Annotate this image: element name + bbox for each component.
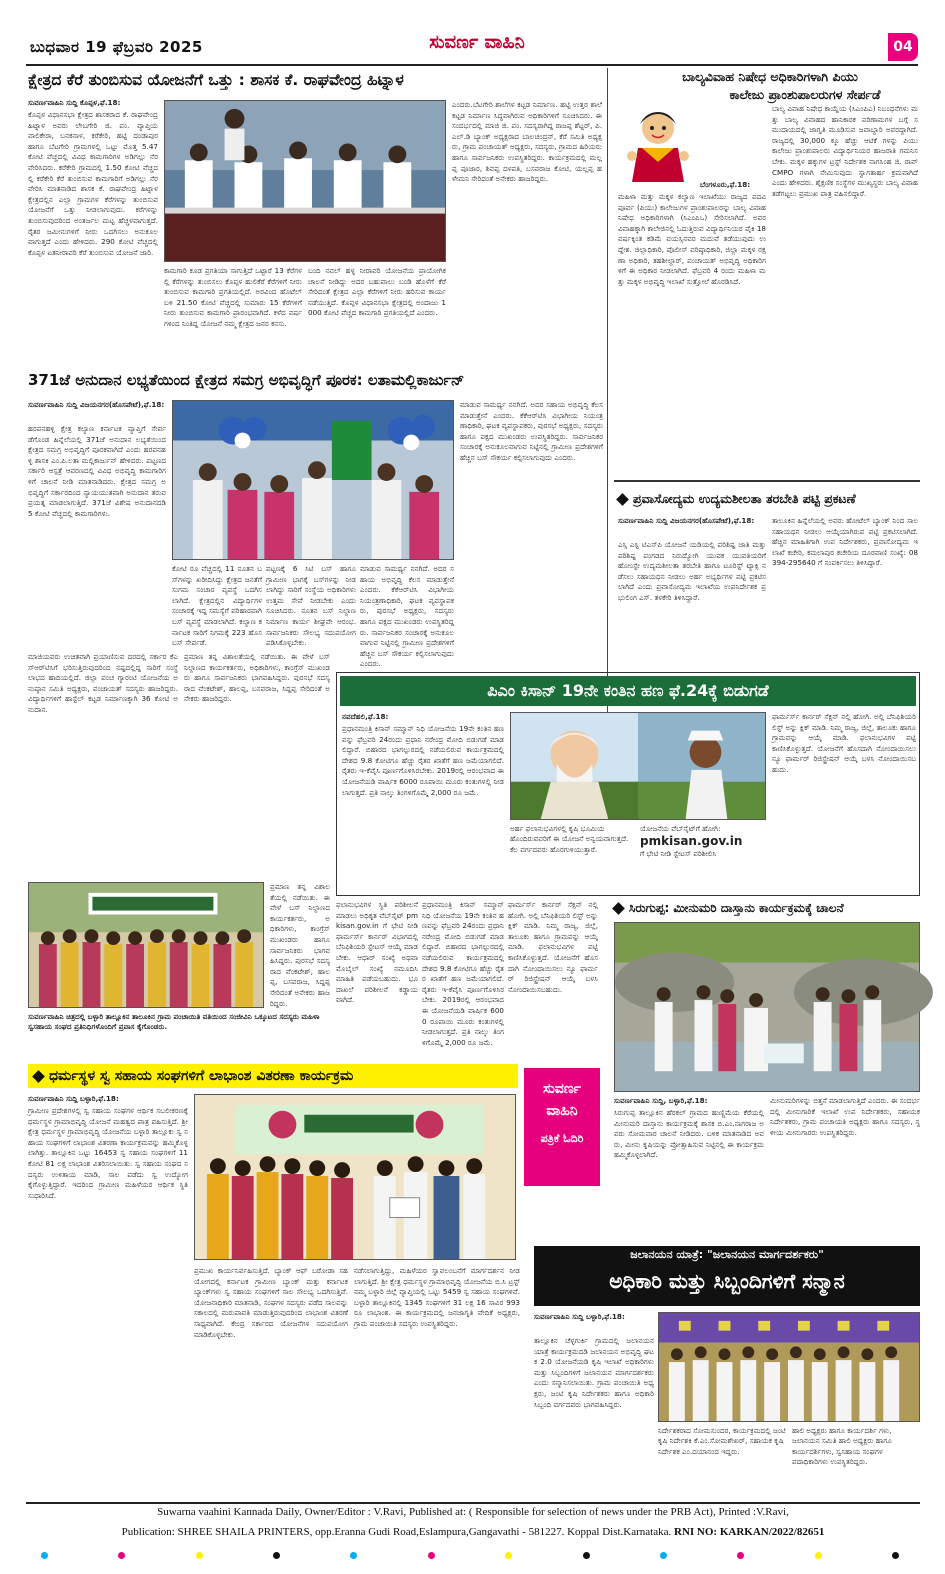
story3-col2: ಬಾಲ್ಯ ವಿವಾಹ ನಿಷೇಧ ಕಾಯ್ದೆಯ (ಸಿಎಂಪಿಎ) ನಿಬಂಧನೆಗಳು ಮತ್ತು ಬಾಲ್ಯ ವಿವಾಹದ ಹಾನಿಕಾರಕ ಪರಿಣಾಮಗಳ ಬಗ್ಗೆ ಸಮುದಾಯದಲ್ಲಿ ಜಾಗೃತಿ ಮೂಡಿಸುವ ಜವಾಬ್ದಾರಿ ಅವರದ್ದಾಗಿದೆ. ರಾಜ್ಯದಲ್ಲಿ 30,000 ಕ್ಕೂ ಹೆಚ್ಚು ಆಟಿಕೆ ಗಳನ್ನು ಪಿಯು ಕಾಲೇಜು ಪ್ರಾಂಶುಪಾಲರು ವಿದ್ಯಾರ್ಥಿನಿಯರ ಹಾಜರಾತಿ ಗಮನಿಸಬೇಕು. ಮಕ್ಕಳ ಹಕ್ಕುಗಳ ಟ್ರಸ್ಟ್ ನಿರ್ದೇಶಕ ನಾಗಸಿಂಹ ಜಿ. ರಾವ್ CMPO ಗಳಾಗಿ ನೇಮಿಸುವುದು ಸ್ವಾಗತಾರ್ಹ ಕ್ರಮವಾಗಿದೆ ಎಂದು ಹೇಳಿದರು. ಶೈಕ್ಷಣಿಕ ಸಂಸ್ಥೆಗಳ ಮುಖ್ಯಸ್ಥರು ಬಾಲ್ಯ ವಿವಾಹ ತಡೆಗಟ್ಟಲು ಪ್ರಮುಖ ಪಾತ್ರ ವಹಿಸಲಿದ್ದಾರೆ.: [772, 104, 918, 198]
footer-rule: [26, 1502, 920, 1504]
cmyk-dots-11: [815, 1552, 822, 1559]
story2-col4: ಮಾಡುವ ಸಾಮರ್ಥ್ಯ ನನಗಿದೆ. ಅದರ ಸಹಾಯ ಅಭಿವೃದ್ಧಿ ಕೆಲಸ ಮಾಡುತ್ತೇನೆ ಎಂದರು. ಕೆಕೆಆರ್‌ಟಿಸಿ ವಿಭಾಗೀಯ ನಿಯಂತ್ರಣಾಧಿಕಾರಿ, ಘಟಕ ವ್ಯವಸ್ಥಾಪಕರು, ಪುರಸಭೆ ಅಧ್ಯಕ್ಷರು, ಸದಸ್ಯರು ಹಾಗೂ ಪಕ್ಷದ ಮುಖಂಡರು ಉಪಸ್ಥಿತರಿದ್ದರು. ಸಾರ್ವಜನಿಕರ ಸಂಚಾರಕ್ಕೆ ಅನುಕೂಲವಾಗುವ ನಿಟ್ಟಿನಲ್ಲಿ ಗ್ರಾಮೀಣ ಪ್ರದೇಶಗಳಿಗೆ ಹೆಚ್ಚಿನ ಬಸ್ ಸೌಕರ್ಯ ಕಲ್ಪಿಸಲಾಗುವುದು ಎಂದರು.: [460, 400, 603, 462]
story5-dateline: ನವದೆಹಲಿ,ಫೆ.18:: [342, 712, 389, 721]
cmyk-dots-10: [737, 1552, 744, 1559]
promo-box: [524, 1068, 600, 1186]
footer-line2: [26, 1526, 920, 1542]
registration-marks: [40, 1552, 900, 1564]
story1-headline: ಕ್ಷೇತ್ರದ ಕೆರೆ ತುಂಬಿಸುವ ಯೋಜನೆಗೆ ಒತ್ತು : ಶಾಸಕ ಕೆ. ರಾಘವೇಂದ್ರ ಹಿಟ್ನಾಳ: [28, 71, 404, 89]
story8-kicker: ಜಲಾನಯನ ಯಾತ್ರೆ: "ಜಲಾನಯನ ಮಾರ್ಗದರ್ಶಕರು": [630, 1248, 824, 1261]
story4-col2: ತಾಲೂಕಿನ ಹಿನ್ನೆಲೆಯಲ್ಲಿ ಅವರು ಹೋಟೆಲ್ ಬ್ಯಾಂಕ್ ನಿಂದ ಸಾಲ ಸಹಾಯಧನ ನೀಡಲು ಆಯ್ಕೆಯಾಗಿರುವ ಪಟ್ಟಿ ಪ್ರಕಟಿಸಲಾಗಿದೆ. ಹೆಚ್ಚಿನ ಮಾಹಿತಿಗಾಗಿ ಉಪ ನಿರ್ದೇಶಕರು, ಪ್ರವಾಸೋದ್ಯಮ ಇಲಾಖೆ ಕಚೇರಿ, ಕಮಲಾಪುರ ಕಚೇರಿಯ ದೂರವಾಣಿ ಸಂಖ್ಯೆ: 08394-295640 ಗೆ ಸಂಪರ್ಕಿಸಲು ತಿಳಿಸಿದ್ದಾರೆ.: [772, 516, 918, 568]
shg-col: ಪ್ರಮಾಣ ತನ್ನ ವಿಶಾಲತೆಯಲ್ಲಿ ನಡೆಯಿತು. ಈ ವೇಳೆ ಬಸ್ ನಿಲ್ದಾಣದ ಕಾರ್ಯಕರ್ತರು, ಅಧಿಕಾರಿಗಳು, ಕಾಂಗ್ರೆಸ್ ಮುಖಂಡರು ಹಾಗೂ ಸಾರ್ವಜನಿಕರು ಭಾಗವಹಿಸಿದ್ದರು. ಪುರಸಭೆ ಸದಸ್ಯರಾದ ವೆಂಕಟೇಶ್, ಹಾಲಪ್ಪ, ಬಸವರಾಜ, ಸಿದ್ದಪ್ಪ ಸೇರಿದಂತೆ ಅನೇಕರು ಹಾಜರಿದ್ದರು.: [270, 882, 330, 1008]
story4-headline-text: ಪ್ರವಾಸೋದ್ಯಮ ಉದ್ಯಮಶೀಲತಾ ತರಬೇತಿ ಪಟ್ಟಿ ಪ್ರಕಟಣೆ: [633, 491, 856, 506]
cmyk-dots-5: [350, 1552, 357, 1559]
header-rule: [26, 64, 918, 66]
cmyk-dots-8: [583, 1552, 590, 1559]
story5-col2: ಫಲಾನುಭವಿಗಳ ಸ್ಥಿತಿ ಪರಿಶೀಲನೆ ಮಾಡಲು ಅಧಿಕೃತ ವೆಬ್‌ಸೈಟ್ pmkisan.gov.in ಗೆ ಭೇಟಿ ನೀಡಿ ಫಾರ್ಮರ್ಸ್ ಕಾರ್ನರ್ ವಿಭಾಗದಲ್ಲಿ ಬೆನಿಫಿಶಿಯರಿ ಸ್ಟೇಟಸ್ ಆಯ್ಕೆ ಮಾಡಬೇಕು. ಆಧಾರ್ ಸಂಖ್ಯೆ ಅಥವಾ ಮೊಬೈಲ್ ಸಂಖ್ಯೆ ನಮೂದಿಸಿ ಮಾಹಿತಿ ಪಡೆಯಬಹುದು. ಭೂ ದಾಖಲೆ ಪರಿಶೀಲನೆ ಕಡ್ಡಾಯವಾಗಿದೆ.: [336, 900, 418, 1005]
footer-address: Publication: SHREE SHAILA PRINTERS, opp.Eranna Gudi Road,Eslampura,Gangavathi - 581227. Koppal Dist.Karnataka.: [121, 1526, 672, 1538]
cmyk-dots-6: [428, 1552, 435, 1559]
cmyk-dots-3: [196, 1552, 203, 1559]
story8-photo: [658, 1312, 920, 1422]
story2-dateline: ಸುವರ್ಣವಾಹಿನಿ ಸುದ್ದಿ ವಿಜಯನಗರ(ಹೊಸಪೇಟೆ),ಫೆ.18:: [28, 400, 165, 409]
story3-col1: ಮಹಿಳಾ ಮತ್ತು ಮಕ್ಕಳ ಕಲ್ಯಾಣ ಇಲಾಖೆಯು ರಾಜ್ಯದ ಪದವಿ ಪೂರ್ವ (ಪಿಯು) ಕಾಲೇಜುಗಳ ಪ್ರಾಂಶುಪಾಲರನ್ನು ಬಾಲ್ಯ ವಿವಾಹ ನಿಷೇಧ ಅಧಿಕಾರಿಗಳಾಗಿ (ಸಿಎಂಪಿಒ) ಸೇರಿಸಲಾಗಿದೆ. ಅವರ ವಿವಾಹಕ್ಕಾಗಿ ಕಾಲೇಜಿನಲ್ಲಿ ಓದುತ್ತಿರುವ ವಿದ್ಯಾರ್ಥಿನಿಯರ ಪೈಕಿ 18 ವರ್ಷಕ್ಕಿಂತ ಕಡಿಮೆ ವಯಸ್ಸಿನವರ ಮದುವೆ ತಡೆಯುವುದು ಉದ್ದೇಶ. ಜಿಲ್ಲಾಧಿಕಾರಿ, ಪೊಲೀಸ್ ವರಿಷ್ಠಾಧಿಕಾರಿ, ಜಿಲ್ಲಾ ಮಕ್ಕಳ ರಕ್ಷಣಾ ಅಧಿಕಾರಿ, ತಹಶೀಲ್ದಾರ್, ಪಂಚಾಯತ್ ಅಭಿವೃದ್ಧಿ ಅಧಿಕಾರಿಗಳಿಗೆ ಈ ಅಧಿಕಾರ ನೀಡಲಾಗಿದೆ. ಫೆಬ್ರವರಿ 4 ರಂದು ಮಹಿಳಾ ಮತ್ತು ಮಕ್ಕಳ ಅಭಿವೃದ್ಧಿ ಇಲಾಖೆ ಸುತ್ತೋಲೆ ಹೊರಡಿಸಿದೆ.: [618, 192, 766, 286]
story7-col1: ಗ್ರಾಮೀಣ ಪ್ರದೇಶಗಳಲ್ಲಿ ಸ್ವ ಸಹಾಯ ಸಂಘಗಳ ಆರ್ಥಿಕ ಸಬಲೀಕರಣಕ್ಕೆ ಧರ್ಮಸ್ಥಳ ಗ್ರಾಮಾಭಿವೃದ್ಧಿ ಯೋಜನೆ ಮಹತ್ವದ ಪಾತ್ರ ವಹಿಸುತ್ತಿದೆ. ಶ್ರೀ ಕ್ಷೇತ್ರ ಧರ್ಮಸ್ಥಳ ಗ್ರಾಮಾಭಿವೃದ್ಧಿ ಯೋಜನೆಯ ಬಳ್ಳಾರಿ ತಾಲ್ಲೂಕು ಸ್ವ ಸಹಾಯ ಸಂಘಗಳಿಗೆ ಲಾಭಾಂಶ ವಿತರಣಾ ಕಾರ್ಯಕ್ರಮವನ್ನು ಹಮ್ಮಿಕೊಳ್ಳಲಾಗಿತ್ತು. ತಾಲ್ಲೂಕಿನ ಒಟ್ಟು 16453 ಸ್ವ ಸಹಾಯ ಸಂಘಗಳಿಗೆ 11 ಕೋಟಿ 81 ಲಕ್ಷ ಲಾಭಾಂಶ ವಿತರಿಸಲಾಯಿತು. ಸ್ವ ಸಹಾಯ ಸಂಘದ ಸದಸ್ಯರು ಉಳಿತಾಯ ಮಾಡಿ, ಸಾಲ ಪಡೆದು ಸ್ವ ಉದ್ಯೋಗ ಕೈಗೊಳ್ಳುತ್ತಿದ್ದಾರೆ. ಇದರಿಂದ ಗ್ರಾಮೀಣ ಮಹಿಳೆಯರ ಆರ್ಥಿಕ ಸ್ಥಿತಿ ಸುಧಾರಿಸಿದೆ.: [28, 1106, 188, 1200]
cmyk-dots-7: [505, 1552, 512, 1559]
story2-col3: ಪಟ್ಟಣಕ್ಕೆ 6 ಸಿಟಿ ಬಸ್ ಹಾಗೂ ಗ್ರಾಮೀಣ ಭಾಗಕ್ಕೆ ಬಸ್‌ಗಳನ್ನು ನೀಡಲಾಗಿದ್ದು ಸಾರಿಗೆ ಸಂಸ್ಥೆಯ ಅಧಿಕಾರಿಗಳು ಉತ್ತಮ ಸೇವೆ ನೀಡಬೇಕು ಎಂದು ಸೂಚಿಸಿದರು. ನೂತನ ಬಸ್ ನಿಲ್ದಾಣ ನಿರ್ಮಾಣ ಕಾರ್ಯ ಶೀಘ್ರವೇ ಆರಂಭ. ಸಾರ್ವಜನಿಕರು ಸೌಲಭ್ಯ ಸದುಪಯೋಗ ಪಡಿಸಿಕೊಳ್ಳಬೇಕು.: [266, 564, 356, 648]
story2-col3b: ಮಾಡುವ ಸಾಮರ್ಥ್ಯ ನನಗಿದೆ. ಅದರ ಸಹಾಯ ಅಭಿವೃದ್ಧಿ ಕೆಲಸ ಮಾಡುತ್ತೇನೆ ಎಂದರು. ಕೆಕೆಆರ್‌ಟಿಸಿ ವಿಭಾಗೀಯ ನಿಯಂತ್ರಣಾಧಿಕಾರಿ, ಘಟಕ ವ್ಯವಸ್ಥಾಪಕರು, ಪುರಸಭೆ ಅಧ್ಯಕ್ಷರು, ಸದಸ್ಯರು ಹಾಗೂ ಪಕ್ಷದ ಮುಖಂಡರು ಉಪಸ್ಥಿತರಿದ್ದರು. ಸಾರ್ವಜನಿಕರ ಸಂಚಾರಕ್ಕೆ ಅನುಕೂಲವಾಗುವ ನಿಟ್ಟಿನಲ್ಲಿ ಗ್ರಾಮೀಣ ಪ್ರದೇಶಗಳಿಗೆ ಹೆಚ್ಚಿನ ಬಸ್ ಸೌಕರ್ಯ ಕಲ್ಪಿಸಲಾಗುವುದು ಎಂದರು.: [360, 564, 454, 669]
promo-line1: ಸುವರ್ಣ: [542, 1081, 582, 1097]
story1-col2: ಕಾಮಗಾರಿ ಕೂಡ ಪ್ರಗತಿಯಾ ಸಾಗುತ್ತಿದೆ ಒಟ್ಟಾರೆ 13 ಕೆರೆಗಳಲ್ಲಿ ಕೆರೆಗಳನ್ನು ತುಂಬಿಸಲು ಕೊಪ್ಪಳ ಹುಲಿಕೆರೆ ಕೆರೆಗಳಿಗೆ ನೀರು ತುಂಬಿಸುವ ಕಾಮಗಾರಿ ಪ್ರಗತಿಯಲ್ಲಿದೆ. ಅರವಿಂದ ಹೊಟೆಲ್ ಬಳಿ 21.50 ಕೋಟಿ ವೆಚ್ಚದಲ್ಲಿ ಸುಮಾರು 15 ಕೆರೆಗಳಿಗೆ ನೀರು ತುಂಬಿಸುವ ಕಾಮಗಾರಿ ಪ್ರಾರಂಭವಾಗಿದೆ. ಕಳೆದ ವರ್ಷಗಳಿಂದ ನಿಂತಿದ್ದ ಯೋಜನೆ ನಮ್ಮ ಕ್ಷೇತ್ರದ ಜನರ ಕನಸು.: [164, 266, 302, 328]
story8-headline: ಅಧಿಕಾರಿ ಮತ್ತು ಸಿಬ್ಬಂದಿಗಳಿಗೆ ಸನ್ಮಾನ: [609, 1269, 845, 1293]
story4-headline: [618, 492, 918, 506]
pmkisan-url: pmkisan.gov.in: [640, 834, 743, 849]
story6-headline: [614, 902, 920, 916]
story1-dateline: ಸುವರ್ಣವಾಹಿನಿ ಸುದ್ದಿ ಕೊಪ್ಪಳ,ಫೆ.18:: [28, 98, 121, 107]
story6-bullet-icon: [612, 902, 625, 915]
story8-dateline: ಸುವರ್ಣವಾಹಿನಿ ಸುದ್ದಿ ಬಳ್ಳಾರಿ,ಫೆ.18:: [534, 1312, 625, 1321]
shg-tour-photo: [28, 882, 264, 1008]
story7-dateline: ಸುವರ್ಣವಾಹಿನಿ ಸುದ್ದಿ ಬಳ್ಳಾರಿ,ಫೆ.18:: [28, 1094, 119, 1103]
story5-photo: [510, 712, 766, 820]
story2-col6: ಪ್ರಮಾಣ ತನ್ನ ವಿಶಾಲತೆಯಲ್ಲಿ ನಡೆಯಿತು. ಈ ವೇಳೆ ಬಸ್ ನಿಲ್ದಾಣದ ಕಾರ್ಯಕರ್ತರು, ಅಧಿಕಾರಿಗಳು, ಕಾಂಗ್ರೆಸ್ ಮುಖಂಡರು ಹಾಗೂ ಸಾರ್ವಜನಿಕರು ಭಾಗವಹಿಸಿದ್ದರು. ಪುರಸಭೆ ಸದಸ್ಯರಾದ ವೆಂಕಟೇಶ್, ಹಾಲಪ್ಪ, ಬಸವರಾಜ, ಸಿದ್ದಪ್ಪ ಸೇರಿದಂತೆ ಅನೇಕರು ಹಾಜರಿದ್ದರು.: [184, 652, 330, 704]
story5-photo-caption-left: ಅರ್ಹ ಫಲಾನುಭವಿಗಳಲ್ಲಿ ಕೃಷಿ ಭೂಮಿಯ ಹೊಂದಿರುವವರಿಗೆ ಈ ಯೋಜನೆ ಅನ್ವಯವಾಗುತ್ತದೆ. ಕೆಲ ವರ್ಗದವರು ಹೊರಗುಳಿಯುತ್ತಾರೆ.: [510, 824, 629, 854]
shg-tour-caption: ಸುವರ್ಣವಾಹಿನಿ ಚಿತ್ರದಲ್ಲಿ ಬಳ್ಳಾರಿ ತಾಲ್ಲೂಕಿನ ತಾಲೂಕಿನ ಗ್ರಾಮ ಪಂಚಾಯಿತಿ ವತಿಯಿಂದ ಸಂಜೀವಿನಿ ಒಕ್ಕೂಟದ ಸದಸ್ಯರು ಮಹಿಳಾ ಸ್ವಸಹಾಯ ಸಂಘದ ಪ್ರತಿನಿಧಿಗಳೊಂದಿಗೆ ಪ್ರವಾಸ ಕೈಗೊಂಡರು.: [28, 1012, 320, 1032]
cmyk-dots-4: [273, 1552, 280, 1559]
story3-bottom-rule: [614, 480, 920, 482]
story5-photo-caption-right: [640, 824, 766, 890]
story4-col1: ಎಸ್ಸಿ ಎಸ್ಟಿ ಟಿಎಸ್‌ಪಿ ಯೋಜನೆ ಯಡಿಯಲ್ಲಿ ಪರಿಶಿಷ್ಟ ಜಾತಿ ಮತ್ತು ಪರಿಶಿಷ್ಟ ಪಂಗಡದ ನಿರುದ್ಯೋಗಿ ಯುವಕ ಯುವತಿಯರಿಗೆ ಹೋಂಸ್ಟೇ ಉದ್ಯಮಶೀಲತಾ ತರಬೇತಿ ಹಾಗೂ ಟೂರಿಸ್ಟ್ ಟ್ಯಾಕ್ಸಿ ನಡೆಸಲು ಸಹಾಯಧನ ನೀಡಲು ಅರ್ಹ ಅಭ್ಯರ್ಥಿಗಳ ಪಟ್ಟಿ ಪ್ರಕಟಿಸಲಾಗಿದೆ ಎಂದು ಪ್ರವಾಸೋದ್ಯಮ ಇಲಾಖೆಯ ಉಪನಿರ್ದೇಶಕ ಪ್ರಭುಲಿಂಗ ಎಸ್. ತಳಕೇರಿ ತಿಳಿಸಿದ್ದಾರೆ.: [618, 540, 766, 602]
story8-col1: ತಾಲ್ಲೂಕಿನ ಚೆಳ್ಳಗುರ್ಕಿ ಗ್ರಾಮದಲ್ಲಿ ಜಲಾನಯನ ಯಾತ್ರೆ ಕಾರ್ಯಕ್ರಮದಡಿ ಜಲಾನಯನ ಅಭಿವೃದ್ಧಿ ಘಟಕ 2.0 ಯೋಜನೆಯಡಿ ಕೃಷಿ ಇಲಾಖೆ ಅಧಿಕಾರಿಗಳು ಮತ್ತು ಸಿಬ್ಬಂದಿಗಳಿಗೆ ಜಲಾನಯನ ಮಾರ್ಗದರ್ಶಕರು ಎಂದು ಸನ್ಮಾನಿಸಲಾಯಿತು. ಗ್ರಾಮ ಪಂಚಾಯಿತಿ ಅಧ್ಯಕ್ಷರು, ಜಂಟಿ ಕೃಷಿ ನಿರ್ದೇಶಕರು ಹಾಗೂ ಅಧಿಕಾರಿ ಸಿಬ್ಬಂದಿ ವರ್ಗದವರು ಭಾಗವಹಿಸಿದ್ದರು.: [534, 1336, 654, 1409]
story2-col2: ಕೋಟಿ ರೂ ವೆಚ್ಚದಲ್ಲಿ 11 ನೂತನ ಬಸ್‌ಗಳನ್ನು ಖರೀದಿಸಿದ್ದು ಕ್ಷೇತ್ರದ ಜನತೆಗೆ ಸುಗಮ ಸಂಚಾರ ವ್ಯವಸ್ಥೆ ಒದಗಿಸಲಾಗಿದೆ. ಕ್ಷೇತ್ರದಲ್ಲಿನ ವಿದ್ಯಾರ್ಥಿಗಳ ಸಂಚಾರಕ್ಕೆ ಇದ್ದ ಸಮಸ್ಯೆಗೆ ಪರಿಹಾರವಾಗಿ ಬಸ್ ವ್ಯವಸ್ಥೆ ಮಾಡಲಾಗಿದೆ. ಕಲ್ಯಾಣ ಕರ್ನಾಟಕ ಸಾರಿಗೆ ನಿಗಮಕ್ಕೆ 223 ಹೊಸ ಬಸ್ ಸೇರ್ಪಡೆ.: [172, 564, 263, 648]
story5-col3: ಫಾರ್ಮರ್ಸ್ ಕಾರ್ನರ್ ಸೆಕ್ಷನ್ ನಲ್ಲಿ ಹೋಗಿ. ಅಲ್ಲಿ ಬೆನಿಫಿಶಿಯರಿ ಲಿಸ್ಟ್ ಅನ್ನು ಕ್ಲಿಕ್ ಮಾಡಿ. ನಿಮ್ಮ ರಾಜ್ಯ, ಜಿಲ್ಲೆ, ತಾಲೂಕು ಹಾಗೂ ಗ್ರಾಮವನ್ನು ಆಯ್ಕೆ ಮಾಡಿ. ಫಲಾನುಭವಿಗಳ ಪಟ್ಟಿ ಕಾಣಿಸಿಕೊಳ್ಳುತ್ತದೆ. ಯೋಜನೆಗೆ ಹೊಸದಾಗಿ ನೋಂದಾಯಿಸಲು ನ್ಯೂ ಫಾರ್ಮರ್ ರಿಜಿಸ್ಟ್ರೇಷನ್ ಆಯ್ಕೆ ಬಳಸಿ ನೋಂದಾಯಿಸಬಹುದು.: [772, 712, 916, 774]
story5-col1: ಪ್ರಧಾನಮಂತ್ರಿ ಕಿಸಾನ್ ಸಮ್ಮಾನ್ ನಿಧಿ ಯೋಜನೆಯ 19ನೇ ಕಂತಿನ ಹಣವನ್ನು ಫೆಬ್ರವರಿ 24ರಂದು ಪ್ರಧಾನಿ ನರೇಂದ್ರ ಮೋದಿ ಬಿಡುಗಡೆ ಮಾಡಲಿದ್ದಾರೆ. ಬಿಹಾರದ ಭಾಗಲ್ಪುರದಲ್ಲಿ ನಡೆಯಲಿರುವ ಕಾರ್ಯಕ್ರಮದಲ್ಲಿ ದೇಶದ 9.8 ಕೋಟಿಗೂ ಹೆಚ್ಚು ರೈತರ ಖಾತೆಗೆ ಹಣ ಜಮೆಯಾಗಲಿದೆ. ರೈತರು ಇ-ಕೆವೈಸಿ ಪೂರ್ಣಗೊಳಿಸಿರಬೇಕು. 2019ರಲ್ಲಿ ಆರಂಭವಾದ ಈ ಯೋಜನೆಯಡಿ ವಾರ್ಷಿಕ 6000 ರೂಪಾಯಿ ಮೂರು ಕಂತುಗಳಲ್ಲಿ ನೀಡಲಾಗುತ್ತದೆ. ಪ್ರತಿ ನಾಲ್ಕು ತಿಂಗಳಿಗೊಮ್ಮೆ 2,000 ರೂ ಜಮೆ.: [342, 724, 504, 797]
story7-headline: [28, 1064, 518, 1088]
story5-caption-text: ಯೋಜನೆಯ ವೆಬ್‌ಸೈಟ್‌ಗೆ ಹೋಗಿ:: [640, 824, 721, 833]
story7-col3: ನಡೆಸಲಾಗುತ್ತಿದ್ದು, ಮಹಿಳೆಯರ ಸ್ವಾವಲಂಬನೆಗೆ ಮಾರ್ಗದರ್ಶನ ನೀಡಲಾಗುತ್ತಿದೆ. ಶ್ರೀ ಕ್ಷೇತ್ರ ಧರ್ಮಸ್ಥಳ ಗ್ರಾಮಾಭಿವೃದ್ಧಿ ಯೋಜನೆಯ ಬಿ.ಸಿ ಟ್ರಸ್ಟ್ ನಮ್ಮ ಬಳ್ಳಾರಿ ಜಿಲ್ಲೆ ವ್ಯಾಪ್ತಿಯಲ್ಲಿ ಒಟ್ಟು 5459 ಸ್ವ ಸಹಾಯ ಸಂಘಗಳಿವೆ. ಬಳ್ಳಾರಿ ತಾಲ್ಲೂಕಿನಲ್ಲಿ 1345 ಸಂಘಗಳಿಗೆ 31 ಲಕ್ಷ 16 ಸಾವಿರ 993 ರೂ ಲಾಭಾಂಶ. ಈ ಕಾರ್ಯಕ್ರಮದಲ್ಲಿ ಜನಜಾಗೃತಿ ವೇದಿಕೆ ಅಧ್ಯಕ್ಷರು, ಗ್ರಾಮ ಪಂಚಾಯಿತಿ ಸದಸ್ಯರು ಉಪಸ್ಥಿತರಿದ್ದರು.: [354, 1266, 520, 1328]
story1-col4: ಎಂದರು.ಬೆಟಗೇರಿ ಶಾಲೆಗಳ ಕಟ್ಟಡ ನಿರ್ಮಾಣ. ಹಟ್ಟಿ ಉತ್ತರ ಶಾಲೆ ಕಟ್ಟಡ ನಿರ್ಮಾಣ ಸಿದ್ಧವಾಗಿರುವ ಅಧಿಕಾರಿಗಳಿಗೆ ಸೂಚಿಸಿದರು. ಈ ಸಂದರ್ಭದಲ್ಲಿ ಮಾಜಿ ಜಿ. ಪಂ. ಸದಸ್ಯರಾಗಿದ್ದ ರಾಜಪ್ಪ ಶೆಟ್ಟರ್, ಪಿ.ಎಲ್.ಡಿ ಬ್ಯಾಂಕ್ ಅಧ್ಯಕ್ಷರಾದ ಬಾಲಚಂದ್ರನ್, ಕೆರೆ ಸಮಿತಿ ಅಧ್ಯಕ್ಷರು, ಗ್ರಾಮ ಪಂಚಾಯತ್ ಅಧ್ಯಕ್ಷರು, ಸದಸ್ಯರು, ಗ್ರಾಮದ ಹಿರಿಯರು ಹಾಗೂ ಸಾರ್ವಜನಿಕರು ಉಪಸ್ಥಿತರಿದ್ದರು. ಕಾರ್ಯಕ್ರಮದಲ್ಲಿ ಮಲ್ಲಪ್ಪ ಪೂಜಾರ, ಶಿವಪ್ಪ ದಳಪತಿ, ಬಸವರಾಜ ಕೋಟಿ, ಯಲ್ಲಪ್ಪ ಹಳೇಮನಿ ಸೇರಿದಂತೆ ಅನೇಕರು ಹಾಜರಿದ್ದರು.: [452, 100, 602, 184]
story8-banner: [534, 1246, 920, 1306]
story8-caption-left: ನಿರ್ದೇಶಕರಾದ ಸೋಮಸುಂದರ, ಕಾರ್ಯಕ್ರಮದಲ್ಲಿ ಜಂಟಿ ಕೃಷಿ ನಿರ್ದೇಶಕಿ ಕೆ.ಎಂ.ಸೋಮಶೇಖರ್, ಸಹಾಯಕ ಕೃಷಿ ನಿರ್ದೇಶಕ ಎಂ.ದಯಾನಂದ ಇದ್ದರು.: [658, 1426, 786, 1456]
story2-photo: [172, 400, 454, 560]
story5-caption-tail: ಗೆ ಭೇಟಿ ನೀಡಿ ಸ್ಟೇಟಸ್ ಪರಿಶೀಲಿಸಿ: [640, 849, 717, 859]
story2-col5: ಮಾಜಿಯವರು ಉಚಿತವಾಗಿ ಪ್ರಯಾಣಿಸುವ ದರದಲ್ಲಿ ಸರ್ಕಾರ ಕೆಎಸ್‌ಆರ್‌ಟಿಸಿಗೆ ಭರಿಸುತ್ತಿರುವುದರಿಂದ ನಷ್ಟದಲ್ಲಿದ್ದ ಸಾರಿಗೆ ಸಂಸ್ಥೆ ಲಾಭದ ಹಾದಿಯಲ್ಲಿದೆ. ಜಿಲ್ಲಾ ಪಂಚ ಗ್ಯಾರಂಟಿ ಯೋಜನೆಯ ಅನುಷ್ಠಾನ ಸಮಿತಿ ಅಧ್ಯಕ್ಷರು, ಪಂಚಾಯತ್ ಸದಸ್ಯರು ಹಾಜರಿದ್ದರು. ವಿದ್ಯಾರ್ಥಿಗಳಿಗೆ ಹಾಸ್ಟೆಲ್ ಕಟ್ಟಡ ನಿರ್ಮಾಣಕ್ಕಾಗಿ 36 ಕೋಟಿ ಅನುದಾನ.: [28, 652, 178, 714]
masthead-logo: [392, 32, 562, 60]
story6-dateline: ಸುವರ್ಣವಾಹಿನಿ ಸುದ್ದಿ, ಬಳ್ಳಾರಿ,ಫೆ.18:: [614, 1096, 708, 1105]
story8-caption-right: ಹಾಲಿ ಅಧ್ಯಕ್ಷರು ಹಾಗೂ ಕಾರ್ಯದರ್ಶಿ ಗಳು, ಜಲಾನಯನ ಸಮಿತಿ ಹಾಲಿ ಅಧ್ಯಕ್ಷರು ಹಾಗೂ ಕಾರ್ಯದರ್ಶಿಗಳು, ಸ್ವಸಹಾಯ ಸಂಘಗಳ ಪದಾಧಿಕಾರಿಗಳು ಉಪಸ್ಥಿತರಿದ್ದರು.: [792, 1426, 892, 1467]
story3-headline-line2: ಕಾಲೇಜು ಪ್ರಾಂಶುಪಾಲರುಗಳ ಸೇರ್ಪಡೆ: [729, 87, 881, 102]
story5-col2c: ಫಾರ್ಮರ್ಸ್ ಕಾರ್ನರ್ ಸೆಕ್ಷನ್ ನಲ್ಲಿ ಹೋಗಿ. ಅಲ್ಲಿ ಬೆನಿಫಿಶಿಯರಿ ಲಿಸ್ಟ್ ಅನ್ನು ಕ್ಲಿಕ್ ಮಾಡಿ. ನಿಮ್ಮ ರಾಜ್ಯ, ಜಿಲ್ಲೆ, ತಾಲೂಕು ಹಾಗೂ ಗ್ರಾಮವನ್ನು ಆಯ್ಕೆ ಮಾಡಿ. ಫಲಾನುಭವಿಗಳ ಪಟ್ಟಿ ಕಾಣಿಸಿಕೊಳ್ಳುತ್ತದೆ. ಯೋಜನೆಗೆ ಹೊಸದಾಗಿ ನೋಂದಾಯಿಸಲು ನ್ಯೂ ಫಾರ್ಮರ್ ರಿಜಿಸ್ಟ್ರೇಷನ್ ಆಯ್ಕೆ ಬಳಸಿ ನೋಂದಾಯಿಸಬಹುದು.: [508, 900, 598, 994]
story7-bullet-icon: [32, 1070, 45, 1083]
promo-line3: ಪತ್ರಿಕೆ ಓದಿರಿ: [540, 1132, 584, 1145]
cmyk-dots-1: [41, 1552, 48, 1559]
story5-headline: ಪಿಎಂ ಕಿಸಾನ್ 19ನೇ ಕಂತಿನ ಹಣ ಫೆ.24ಕ್ಕೆ ಬಿಡುಗಡೆ: [340, 676, 916, 706]
story3-cartoon: [618, 104, 698, 182]
story7-col2: ಪ್ರಮುಖ ಕಾರ್ಯನಿರ್ವಹಿಸುತ್ತಿದೆ. ಬ್ಯಾಂಕ್ ಆಫ್ ಬರೋಡಾ ಸಹಯೋಗದಲ್ಲಿ ಕರ್ನಾಟಕ ಗ್ರಾಮೀಣ ಬ್ಯಾಂಕ್ ಮತ್ತು ಕರ್ನಾಟಕ ಬ್ಯಾಂಕ್‌ಗಳು ಸ್ವ ಸಹಾಯ ಸಂಘಗಳಿಗೆ ಸಾಲ ಸೌಲಭ್ಯ ಒದಗಿಸುತ್ತಿವೆ. ಯೋಜನಾಧಿಕಾರಿ ಮಾತನಾಡಿ, ಸಂಘಗಳ ಸದಸ್ಯರು ಪಡೆದ ಸಾಲವನ್ನು ಸಕಾಲದಲ್ಲಿ ಮರುಪಾವತಿ ಮಾಡುತ್ತಿರುವುದರಿಂದ ಲಾಭಾಂಶ ವಿತರಣೆ ಸಾಧ್ಯವಾಗಿದೆ. ಕೇಂದ್ರ ಸರ್ಕಾರದ ಯೋಜನೆಗಳ ಸದುಪಯೋಗ ಮಾಡಿಕೊಳ್ಳಬೇಕು.: [194, 1266, 348, 1339]
story7-headline-text: ಧರ್ಮಸ್ಥಳ ಸ್ವ ಸಹಾಯ ಸಂಘಗಳಿಗೆ ಲಾಭಾಂಶ ವಿತರಣಾ ಕಾರ್ಯಕ್ರಮ: [49, 1068, 354, 1084]
story1-photo: [164, 100, 446, 262]
masthead-text: ಸುವರ್ಣ ವಾಹಿನಿ: [429, 32, 525, 53]
story2-headline: 371ಜೆ ಅನುದಾನ ಲಭ್ಯತೆಯಿಂದ ಕ್ಷೇತ್ರದ ಸಮಗ್ರ ಅಭಿವೃದ್ಧಿಗೆ ಪೂರಕ: ಲತಾಮಲ್ಲಿಕಾರ್ಜುನ್: [28, 371, 465, 389]
story1-col1: ಕೊಪ್ಪಳ ವಿಧಾನಸಭಾ ಕ್ಷೇತ್ರದ ಶಾಸಕರಾದ ಕೆ. ರಾಘವೇಂದ್ರ ಹಿಟ್ನಾಳ ಅವರು ಲೇಬಗೇರಿ ಜಿ. ಪಂ. ವ್ಯಾಪ್ತಿಯ ವಾಲಿಕೇರಾ, ಬನಕನಾಳ, ಕರೆಕೇರಿ, ಹಟ್ಟಿ ದಂಡಾಪುರ ಹಾಗೂ ಬೆಟಗೇರಿ ಗ್ರಾಮಗಳಲ್ಲಿ ಒಟ್ಟು ಮೊತ್ತ 5.47 ಕೋಟಿ ವೆಚ್ಚದಲ್ಲಿ ವಿವಿಧ ಕಾಮಗಾರಿಗಳ ಅಡಿಗಲ್ಲು ನೆರವೇರಿಸಿದರು. ಕರೆಕೇರಿ ಗ್ರಾಮದಲ್ಲಿ 1.50 ಕೋಟಿ ವೆಚ್ಚದಲ್ಲಿ ಕರೆಕೇರಿ ಕೆರೆ ತುಂಬಿಸುವ ಕಾಮಗಾರಿಗೆ ಅಡಿಗಲ್ಲು ನೆರವೇರಿಸಿ ಮಾತನಾಡಿದ ಶಾಸಕ ಕೆ. ರಾಘವೇಂದ್ರ ಹಿಟ್ನಾಳ ಕ್ಷೇತ್ರದಲ್ಲಿನ ಎಲ್ಲಾ ಗ್ರಾಮಗಳ ಕೆರೆಗಳನ್ನು ತುಂಬಿಸುವ ಯೋಜನೆಗೆ ಒತ್ತು ನೀಡಲಾಗುವುದು. ಕರೆಗಳನ್ನು ತುಂಬಿಸುವುದರಿಂದ ಅಂತರ್ಜಲ ಮಟ್ಟ ಹೆಚ್ಚಳವಾಗುತ್ತದೆ. ರೈತರ ಜಮೀನುಗಳಿಗೆ ನೀರು ಒದಗಿಸಲು ಅನುಕೂಲವಾಗುತ್ತದೆ ಎಂದು ಹೇಳಿದರು. 290 ಕೋಟಿ ವೆಚ್ಚದಲ್ಲಿ ಕೊಪ್ಪಳ ಏತನೀರಾವರಿ ಕೆರೆ ತುಂಬಿಸುವ ಯೋಜನೆ ಜಾರಿ.: [28, 110, 158, 257]
column-divider: [607, 68, 608, 768]
promo-line2: ವಾಹಿನಿ: [546, 1103, 578, 1119]
footer-line1: Suwarna vaahini Kannada Daily, Owner/Editor : V.Ravi, Published at: ( Responsible for selection of news under the PRB Act), Printed :V.Ravi,: [157, 1506, 789, 1518]
footer-rni: RNI NO: KARKAN/2022/82651: [674, 1526, 825, 1538]
cmyk-dots-12: [892, 1552, 899, 1559]
story1-col3: ಬಂದಿ ನವಲ್ ಹಳ್ಳ ನೀರಾವರಿ ಯೋಜನೆಯ ಪ್ರಾಯೋಗಿಕ ಚಾಲನೆ ನೀಡಿದ್ದು ಅದರ ಬಹುಪಾಲು ಬಂಡಿ ಹೊಳೆಗೆ ಕೆರೆ ಸೇರಿದಂತೆ ಕ್ಷೇತ್ರದ ಎಲ್ಲಾ ಕೆರೆಗಳಿಗೆ ನೀರು ಹರಿಸುವ ಕಾರ್ಯ ನಡೆಯುತ್ತಿದೆ. ಕೊಪ್ಪಳ ವಿಧಾನಸಭಾ ಕ್ಷೇತ್ರದಲ್ಲಿ ಅಂದಾಜು 1000 ಕೋಟಿ ವೆಚ್ಚದ ಕಾಮಗಾರಿ ಪ್ರಗತಿಯಲ್ಲಿದೆ ಎಂದರು.: [308, 266, 446, 318]
story2-col1: ಹರಪನಹಳ್ಳಿ ಕ್ಷೇತ್ರ ಕಲ್ಯಾಣ ಕರ್ನಾಟಕ ವ್ಯಾಪ್ತಿಗೆ ಸೇರ್ಪಡೆಗೊಂಡ ಹಿನ್ನೆಲೆಯಲ್ಲಿ 371ಜೆ ಅನುದಾನ ಲಭ್ಯತೆಯಿಂದ ಕ್ಷೇತ್ರದ ಸಮಗ್ರ ಅಭಿವೃದ್ಧಿಗೆ ಪೂರಕವಾಗಿದೆ ಎಂದು ಹರಪನಹಳ್ಳಿ ಶಾಸಕಿ ಎಂ.ಪಿ.ಲತಾ ಮಲ್ಲಿಕಾರ್ಜುನ್ ಹೇಳಿದರು. ಪಟ್ಟಣದ ಸರ್ಕಾರಿ ಆಸ್ಪತ್ರೆ ಆವರಣದಲ್ಲಿ ವಿವಿಧ ಅಭಿವೃದ್ಧಿ ಕಾಮಗಾರಿಗಳಿಗೆ ಚಾಲನೆ ನೀಡಿ ಮಾತನಾಡಿದರು. ಕ್ಷೇತ್ರದ ಸಮಗ್ರ ಅಭಿವೃದ್ಧಿಗೆ ಸರ್ಕಾರದಿಂದ ನ್ಯಾಯಯುತವಾಗಿ ಅನುದಾನ ತರುವ ಪ್ರಯತ್ನ ಮಾಡಲಾಗುತ್ತಿದೆ. 371ಜೆ ವಿಶೇಷ ಅನುದಾನದಡಿ 5 ಕೋಟಿ ವೆಚ್ಚದಲ್ಲಿ ಕಾಮಗಾರಿಗಳು.: [28, 424, 166, 518]
story6-headline-text: ಸಿರುಗುಪ್ಪ: ಮೀನುಮರಿ ದಾಸ್ತಾನು ಕಾರ್ಯಕ್ರಮಕ್ಕೆ ಚಾಲನೆ: [629, 901, 844, 915]
page-number-badge: 04: [888, 33, 918, 61]
story5-col2b: ಪ್ರಧಾನಮಂತ್ರಿ ಕಿಸಾನ್ ಸಮ್ಮಾನ್ ನಿಧಿ ಯೋಜನೆಯ 19ನೇ ಕಂತಿನ ಹಣವನ್ನು ಫೆಬ್ರವರಿ 24ರಂದು ಪ್ರಧಾನಿ ನರೇಂದ್ರ ಮೋದಿ ಬಿಡುಗಡೆ ಮಾಡಲಿದ್ದಾರೆ. ಬಿಹಾರದ ಭಾಗಲ್ಪುರದಲ್ಲಿ ನಡೆಯಲಿರುವ ಕಾರ್ಯಕ್ರಮದಲ್ಲಿ ದೇಶದ 9.8 ಕೋಟಿಗೂ ಹೆಚ್ಚು ರೈತರ ಖಾತೆಗೆ ಹಣ ಜಮೆಯಾಗಲಿದೆ. ರೈತರು ಇ-ಕೆವೈಸಿ ಪೂರ್ಣಗೊಳಿಸಿರಬೇಕು. 2019ರಲ್ಲಿ ಆರಂಭವಾದ ಈ ಯೋಜನೆಯಡಿ ವಾರ್ಷಿಕ 6000 ರೂಪಾಯಿ ಮೂರು ಕಂತುಗಳಲ್ಲಿ ನೀಡಲಾಗುತ್ತದೆ. ಪ್ರತಿ ನಾಲ್ಕು ತಿಂಗಳಿಗೊಮ್ಮೆ 2,000 ರೂ ಜಮೆ.: [422, 900, 504, 1047]
story7-photo: [194, 1094, 516, 1260]
story6-col2: ಮೀನುಮರಿಗಳನ್ನು ಬಿತ್ತನೆ ಮಾಡಲಾಗುತ್ತಿದೆ ಎಂದರು. ಈ ಸಂದರ್ಭದಲ್ಲಿ ಮೀನುಗಾರಿಕೆ ಇಲಾಖೆ ಉಪ ನಿರ್ದೇಶಕರು, ಸಹಾಯಕ ನಿರ್ದೇಶಕರು, ಗ್ರಾಮ ಪಂಚಾಯತಿ ಅಧ್ಯಕ್ಷರು ಹಾಗೂ ಸದಸ್ಯರು, ಸ್ಥಳೀಯ ಮೀನುಗಾರರು ಉಪಸ್ಥಿತರಿದ್ದರು.: [770, 1096, 920, 1137]
story6-photo: [614, 922, 920, 1092]
story6-col1: ಸಿರುಗುಪ್ಪ ತಾಲ್ಲೂಕಿನ ಹೆರಕಲ್ ಗ್ರಾಮದ ಹುಣ್ಣಿಮೆಯ ಕೆರೆಯಲ್ಲಿ ಮೀನುಮರಿ ದಾಸ್ತಾನು ಕಾರ್ಯಕ್ರಮಕ್ಕೆ ಶಾಸಕ ಬಿ.ಎಂ.ನಾಗರಾಜ ಅವರು ಸೋಮವಾರ ಚಾಲನೆ ನೀಡಿದರು. ಬಳಿಕ ಮಾತನಾಡಿದ ಅವರು, ಮೀನು ಕೃಷಿಯನ್ನು ಪ್ರೋತ್ಸಾಹಿಸುವ ನಿಟ್ಟಿನಲ್ಲಿ ಈ ಕಾರ್ಯಕ್ರಮ ಹಮ್ಮಿಕೊಳ್ಳಲಾಗಿದೆ.: [614, 1108, 764, 1160]
story4-dateline: ಸುವರ್ಣವಾಹಿನಿ ಸುದ್ದಿ ವಿಜಯನಗರ(ಹೊಸಪೇಟೆ),ಫೆ.18:: [618, 516, 755, 525]
cmyk-dots-9: [660, 1552, 667, 1559]
issue-date: ಬುಧವಾರ 19 ಫೆಬ್ರವರಿ 2025: [30, 38, 203, 56]
story4-bullet-icon: [616, 493, 629, 506]
story3-dateline: ಬೆಂಗಳೂರು,ಫೆ.18:: [700, 180, 751, 189]
cmyk-dots-2: [118, 1552, 125, 1559]
story3-headline-line1: ಬಾಲ್ಯವಿವಾಹ ನಿಷೇಧ ಅಧಿಕಾರಿಗಳಾಗಿ ಪಿಯು: [682, 69, 858, 84]
